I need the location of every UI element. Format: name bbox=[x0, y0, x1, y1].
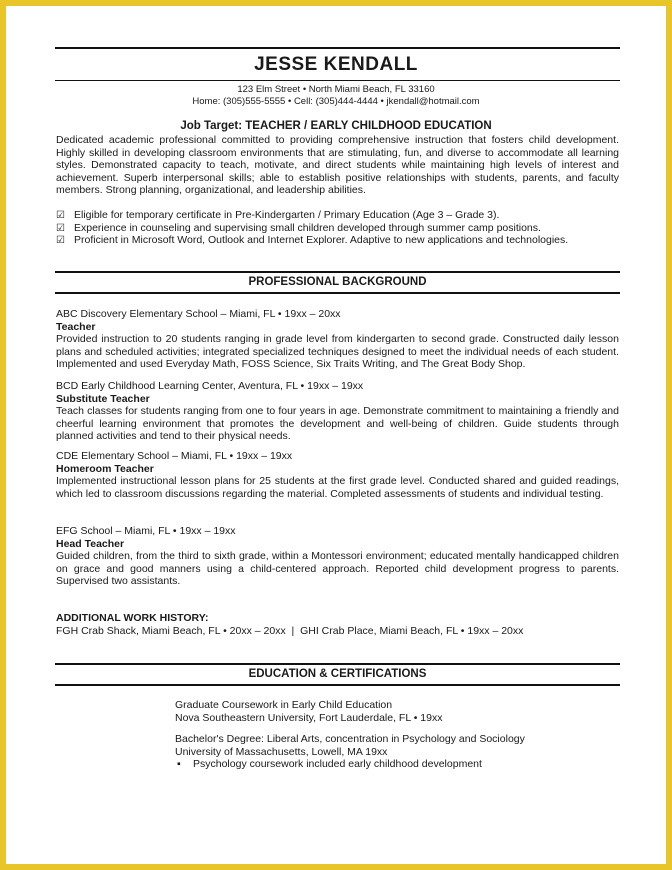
name-rule bbox=[55, 80, 620, 81]
job-description: Teach classes for students ranging from one to four years in age. Demonstrate commitment to maintaining a friendly and cheerful learning environment that promotes the development and well-being of children. Guide students through planned activities and tend to their physical needs. bbox=[56, 405, 619, 442]
list-item: ☑ Proficient in Microsoft Word, Outlook and Internet Explorer. Adaptive to new applications and technologies. bbox=[56, 234, 569, 246]
job-entry bbox=[56, 380, 619, 443]
education-section-heading: EDUCATION & CERTIFICATIONS bbox=[55, 663, 620, 687]
job-description: Implemented instructional lesson plans for 25 students at the first grade level. Conducted shared and guided readings, which led to classroom discussions regarding the material. Completed assessments of students and individual testing. bbox=[56, 475, 619, 500]
contact-phones: Home: (305)555-5555 • Cell: (305)444-4444 • jkendall@hotmail.com bbox=[192, 96, 480, 107]
education-entry bbox=[175, 733, 615, 771]
education-institution: Nova Southeastern University, Fort Lauderdale, FL • 19xx bbox=[175, 711, 443, 724]
job-target: Job Target: TEACHER / EARLY CHILDHOOD EDUCATION bbox=[180, 120, 492, 132]
job-title: Substitute Teacher bbox=[56, 392, 150, 405]
contact-address: 123 Elm Street • North Miami Beach, FL 33160 bbox=[237, 84, 435, 95]
job-description: Provided instruction to 20 students ranging in grade level from kindergarten to second grade. Constructed daily lesson plans and scheduled activities; integrated specialized techniques designed to meet the individual needs of each student. Implemented and used Everyday Math, FOSS Science, Six Traits Writing, and The Great Body Shop. bbox=[56, 333, 619, 370]
job-organization: CDE Elementary School – Miami, FL • 19xx – 19xx bbox=[56, 450, 293, 462]
checkbox-icon: ☑ bbox=[56, 235, 65, 246]
job-entry bbox=[56, 525, 619, 588]
additional-work-heading: ADDITIONAL WORK HISTORY: bbox=[56, 612, 209, 624]
job-entry bbox=[56, 308, 619, 371]
checkbox-icon: ☑ bbox=[56, 210, 65, 221]
candidate-name: JESSE KENDALL bbox=[254, 54, 418, 75]
education-institution: University of Massachusetts, Lowell, MA 19xx bbox=[175, 745, 388, 758]
job-title: Head Teacher bbox=[56, 537, 125, 550]
top-rule bbox=[55, 47, 620, 49]
section-rule bbox=[55, 684, 620, 686]
list-item: ☑ Experience in counseling and supervising small children developed through summer camp positions. bbox=[56, 221, 541, 234]
additional-work-text: FGH Crab Shack, Miami Beach, FL • 20xx – 20xx | GHI Crab Place, Miami Beach, FL • 19xx – 20xx bbox=[56, 625, 524, 637]
checkbox-icon: ☑ bbox=[56, 222, 65, 234]
professional-section-heading: PROFESSIONAL BACKGROUND bbox=[55, 271, 620, 295]
job-entry bbox=[56, 450, 619, 500]
section-rule bbox=[55, 292, 620, 294]
highlights-list bbox=[56, 209, 621, 247]
section-rule bbox=[55, 271, 620, 273]
list-item: ☑ Eligible for temporary certificate in Pre-Kindergarten / Primary Education (Age 3 – Grade 3). bbox=[56, 209, 500, 221]
summary-paragraph: Dedicated academic professional committed to providing comprehensive instruction that fosters child development. Highly skilled in developing classroom environments that are stimulating, fun, and diverse to accommodate all learning styles. Demonstrated capacity to teach, motivate, and direct students while maintaining high levels of interest and achievement. Superb interpersonal skills; able to establish positive relationships with students, parents, and faculty members. Strong planning, organizational, and leadership abilities. bbox=[56, 134, 619, 196]
job-organization: EFG School – Miami, FL • 19xx – 19xx bbox=[56, 525, 236, 537]
list-item: ▪ Psychology coursework included early childhood development bbox=[177, 758, 482, 770]
bullet-icon: ▪ bbox=[177, 758, 181, 770]
education-degree: Bachelor's Degree: Liberal Arts, concentration in Psychology and Sociology bbox=[175, 733, 525, 745]
job-title: Homeroom Teacher bbox=[56, 462, 154, 475]
job-organization: BCD Early Childhood Learning Center, Aventura, FL • 19xx – 19xx bbox=[56, 380, 364, 392]
education-entry bbox=[175, 699, 615, 724]
section-rule bbox=[55, 663, 620, 665]
job-title: Teacher bbox=[56, 320, 96, 333]
education-degree: Graduate Coursework in Early Child Education bbox=[175, 699, 393, 711]
job-description: Guided children, from the third to sixth grade, within a Montessori environment; educated mentally handicapped children on grace and good manners using a child-centered approach. Reported child development progress to parents. Supervised two assistants. bbox=[56, 550, 619, 587]
job-organization: ABC Discovery Elementary School – Miami, FL • 19xx – 20xx bbox=[56, 308, 341, 320]
